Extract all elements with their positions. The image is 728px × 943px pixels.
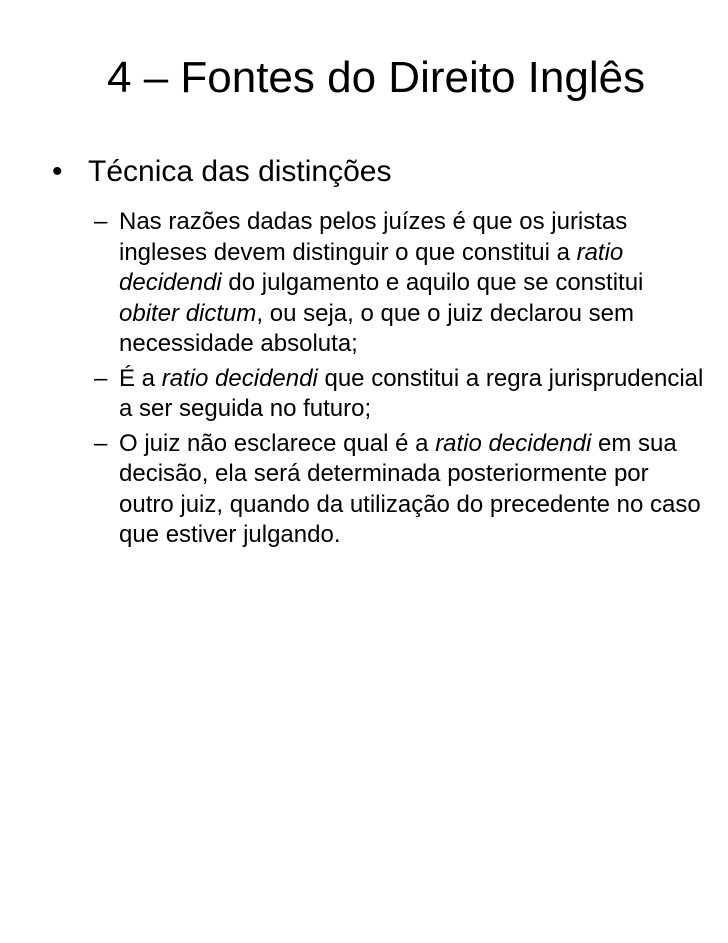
- main-bullet-text: Técnica das distinções: [88, 155, 392, 188]
- sub-bullet-text: [119, 364, 728, 425]
- sub-bullet-marker: –: [94, 429, 108, 457]
- text-line: [119, 520, 728, 551]
- text-segment: do julgamento e aquilo que se constitui: [221, 269, 644, 296]
- sub-bullet-marker: –: [94, 364, 108, 392]
- text-line: [119, 238, 728, 269]
- text-segment: que estiver julgando.: [119, 521, 341, 548]
- sub-bullet-text: [119, 207, 728, 360]
- italic-term: obiter dictum: [119, 299, 257, 327]
- italic-term: decidendi: [119, 269, 222, 296]
- sub-bullet: [94, 429, 728, 551]
- slide-title: 4 – Fontes do Direito Inglês: [107, 53, 646, 102]
- text-line: [119, 268, 728, 299]
- text-line: [119, 299, 728, 330]
- text-line: [119, 394, 728, 425]
- italic-term: ratio decidendi: [435, 429, 592, 457]
- text-line: [119, 459, 728, 490]
- bullet-marker: •: [52, 155, 63, 188]
- text-line: [119, 207, 728, 238]
- text-segment: , ou seja, o que o juiz declarou sem: [256, 299, 634, 327]
- main-bullet: [52, 152, 392, 192]
- text-segment: É a: [119, 364, 162, 392]
- text-line: [119, 364, 728, 395]
- text-segment: a ser seguida no futuro;: [119, 395, 372, 422]
- text-segment: outro juiz, quando da utilização do precedente no caso: [119, 490, 701, 518]
- italic-term: ratio decidendi: [161, 364, 318, 392]
- text-line: [119, 329, 728, 360]
- text-segment: em sua: [591, 429, 677, 457]
- sub-bullet-text: [119, 429, 728, 551]
- sub-bullet-list: [94, 207, 728, 555]
- sub-bullet-marker: –: [94, 208, 108, 235]
- italic-term: ratio: [576, 238, 624, 266]
- text-segment: ingleses devem distinguir o que constitui a: [119, 238, 577, 266]
- text-segment: O juiz não esclarece qual é a: [119, 429, 436, 457]
- text-segment: decisão, ela será determinada posteriormente por: [119, 460, 649, 487]
- text-line: [119, 429, 728, 460]
- text-segment: necessidade absoluta;: [119, 330, 358, 357]
- sub-bullet: [94, 364, 728, 425]
- sub-bullet: [94, 207, 728, 360]
- text-line: [119, 490, 728, 521]
- text-segment: Nas razões dadas pelos juízes é que os juristas: [119, 208, 628, 235]
- text-segment: que constitui a regra jurisprudencial: [317, 364, 704, 392]
